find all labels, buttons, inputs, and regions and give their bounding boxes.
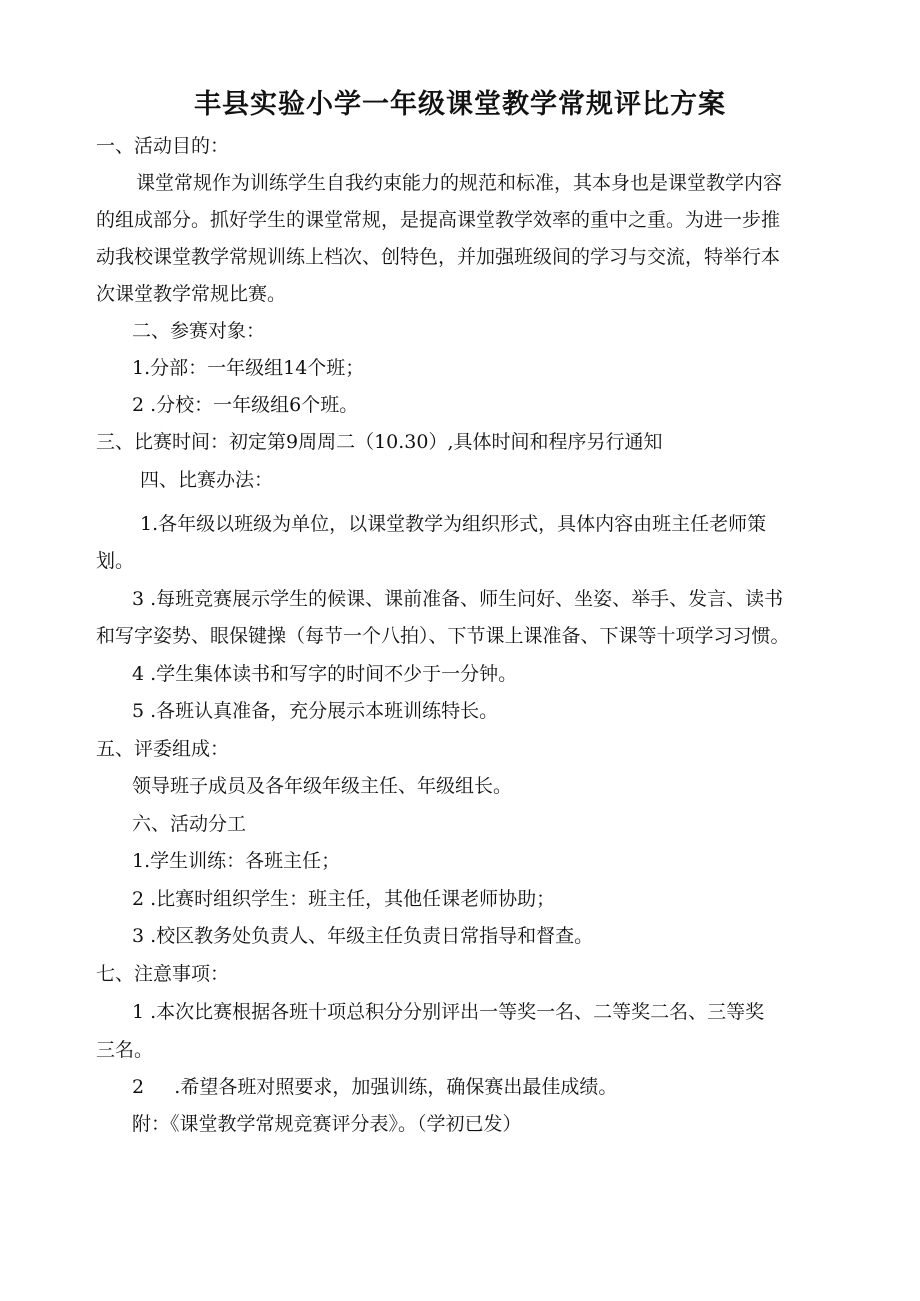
list-item: 1.学生训练：各班主任； [132, 850, 341, 872]
list-item: 2 .比赛时组织学生：班主任，其他任课老师协助； [132, 888, 556, 910]
heading-2: 二、参赛对象： [132, 320, 266, 342]
list-item: 1.分部：一年级组14个班； [132, 357, 365, 379]
list-item: 1 .本次比赛根据各班十项总积分分别评出一等奖一名、二等奖二名、三等奖 [132, 1001, 765, 1023]
paragraph-line: 次课堂教学常规比赛。 [96, 283, 287, 305]
heading-5: 五、评委组成： [96, 738, 230, 760]
list-item: 5 .各班认真准备，充分展示本班训练特长。 [132, 700, 499, 722]
paragraph-line: 领导班子成员及各年级年级主任、年级组长。 [132, 775, 513, 797]
heading-7: 七、注意事项： [96, 963, 230, 985]
paragraph-line: 和写字姿势、眼保键操（每节一个八拍）、下节课上课准备、下课等十项学习习惯。 [96, 625, 790, 647]
paragraph-line: 课堂常规作为训练学生自我约束能力的规范和标准，其本身也是课堂教学内容 [136, 172, 783, 194]
heading-1: 一、活动目的： [96, 135, 230, 157]
list-item: 1.各年级以班级为单位，以课堂教学为组织形式，具体内容由班主任老师策 [140, 513, 767, 535]
heading-6: 六、活动分工 [132, 813, 247, 835]
appendix-note: 附：《课堂教学常规竞赛评分表》。（学初已发） [132, 1113, 522, 1135]
heading-4: 四、比赛办法： [140, 469, 274, 491]
list-item: 4 .学生集体读书和写字的时间不少于一分钟。 [132, 663, 518, 685]
document-title: 丰县实验小学一年级课堂教学常规评比方案 [194, 89, 726, 120]
list-item: 3 .每班竞赛展示学生的候课、课前准备、师生问好、坐姿、举手、发言、读书 [132, 588, 784, 610]
paragraph-line: 三名。 [96, 1039, 154, 1061]
heading-3: 三、比赛时间：初定第9周周二（10.30）,具体时间和程序另行通知 [96, 431, 663, 453]
list-item: 2 .希望各班对照要求，加强训练，确保赛出最佳成绩。 [132, 1076, 618, 1098]
list-item: 2 .分校：一年级组6个班。 [132, 394, 359, 416]
paragraph-line: 的组成部分。抓好学生的课堂常规，是提高课堂教学效率的重中之重。为进一步推 [96, 209, 781, 231]
list-item: 3 .校区教务处负责人、年级主任负责日常指导和督查。 [132, 925, 594, 947]
paragraph-line: 动我校课堂教学常规训练上档次、创特色，并加强班级间的学习与交流，特举行本 [96, 246, 781, 268]
paragraph-line: 划。 [96, 550, 135, 572]
